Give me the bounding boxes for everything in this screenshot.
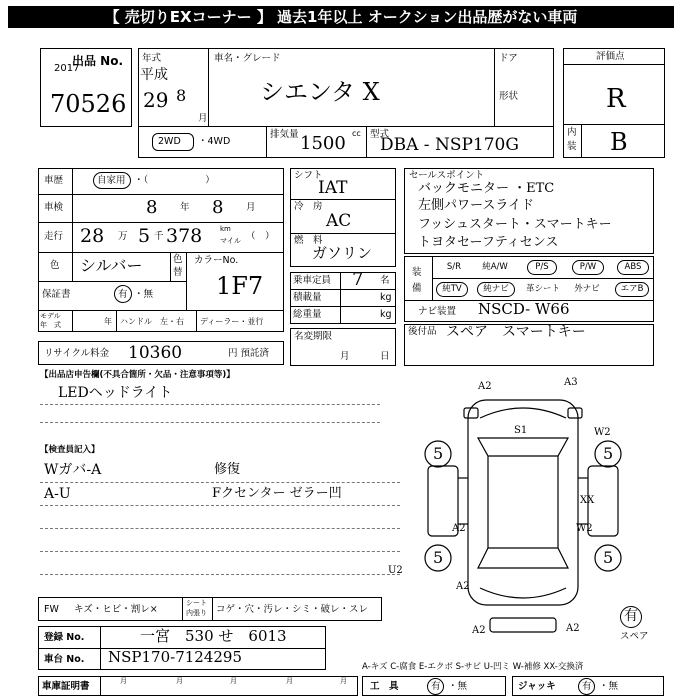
drive-4wd-label: ・4WD (198, 136, 231, 147)
interior-label-1: 内 (567, 127, 577, 138)
weight-label: 総重量 (293, 309, 322, 320)
score-label: 評価点 (596, 51, 625, 62)
history-label: 車歴 (44, 175, 64, 186)
mileage-rest: 378 (166, 225, 203, 247)
tire-front-left: 5 (433, 444, 444, 463)
capacity-label: 乗車定員 (293, 275, 332, 286)
name-change-month: 月 (340, 351, 350, 362)
score-value: R (606, 84, 626, 114)
mark-a2-rear-bumper: A2 (472, 625, 486, 636)
year-era: 平成 (140, 67, 168, 83)
navi-value: NSCD- W66 (478, 300, 570, 318)
equip-ps: P/S (527, 260, 557, 275)
fw-items: キズ・ヒビ・割レ× (74, 604, 158, 615)
chassis-label: 車台 No. (44, 654, 85, 665)
damage-legend: A-キズ C-腐食 E-エクボ S-サビ U-凹ミ W-補修 XX-交換済 (362, 662, 584, 672)
color-code-label: カラーNo. (194, 255, 239, 266)
mileage-unit-km: km (220, 225, 231, 233)
displacement-unit: cc (352, 129, 361, 138)
equip-tv: 純TV (436, 282, 468, 297)
handle: ハンドル 左・右 (120, 317, 184, 326)
shift-value: IAT (318, 178, 348, 198)
year-label: 年式 (142, 53, 162, 64)
navi-label: ナビ装置 (418, 306, 457, 317)
cert-label: 車庫証明書 (42, 681, 90, 692)
mileage-label: 走行 (44, 231, 64, 242)
registration-value: 一宮 530 せ 6013 (140, 627, 287, 645)
mark-a2-front-left: A2 (478, 381, 492, 392)
model-year-label-2: 年 式 (40, 321, 61, 329)
inspection-label: 車検 (44, 202, 64, 213)
listing-note-label: 【出品店申告欄(不具合箇所・欠品・注意事項等)】 (40, 370, 235, 380)
tools-no: ・無 (448, 681, 468, 692)
equip-pw: P/W (572, 260, 604, 275)
cert-m3: 月 (230, 677, 237, 685)
jack-label: ジャッキ (518, 681, 556, 692)
displacement-value: 1500 (300, 133, 346, 154)
jack-yes: 有 (582, 681, 592, 692)
warranty-no: ・無 (134, 289, 154, 300)
type-value: DBA - NSP170G (380, 135, 519, 155)
chassis-value: NSP170-7124295 (108, 648, 242, 666)
mark-w2-right: W2 (576, 523, 593, 534)
car-diagram (380, 378, 680, 643)
inspector-left-1: Wガバ-A (44, 462, 102, 478)
sales-point-4: トヨタセーフティセンス (418, 235, 559, 250)
weight-unit: kg (380, 309, 392, 320)
dealer: ディーラー・並行 (200, 317, 264, 326)
lot-year-stamp: 2017 (54, 63, 80, 74)
inspection-month-unit: 月 (246, 202, 256, 213)
load-label: 積載量 (293, 292, 322, 303)
mark-s1: S1 (514, 425, 528, 436)
registration-label: 登録 No. (44, 632, 85, 643)
lot-label: 出品 No. (72, 54, 124, 68)
tools-yes: 有 (431, 681, 441, 692)
color-value: シルバー (80, 256, 143, 275)
cert-m4: 月 (286, 677, 293, 685)
ac-label: 冷 房 (294, 201, 323, 212)
inspection-year: 8 (146, 197, 158, 218)
fuel-value: ガソリン (312, 244, 373, 262)
ac-value: AC (326, 211, 352, 231)
mileage-man-unit: 万 (118, 231, 128, 242)
tire-front-right: 5 (603, 444, 614, 463)
recycle-value: 10360 (128, 343, 183, 363)
sales-points-label: セールスポイント (409, 170, 485, 181)
history-rest: ・（ ） (134, 175, 215, 186)
interior-label-2: 装 (567, 141, 577, 152)
name-change-label: 名変期限 (294, 331, 333, 342)
recycle-unit: 円 預託済 (228, 348, 270, 359)
load-unit: kg (380, 292, 392, 303)
cert-m5: 月 (340, 677, 347, 685)
listing-note-value: LEDヘッドライト (58, 385, 173, 401)
equip-navi: 純ナビ (477, 282, 515, 297)
equip-sr: S/R (446, 262, 462, 272)
fw-seat-1: シート (186, 599, 207, 607)
color-change-2: 替 (173, 267, 183, 278)
recycle-label: リサイクル料金 (44, 348, 110, 359)
model-value: シエンタ X (260, 78, 380, 106)
tools-label: 工 具 (370, 681, 399, 692)
spare-yes: 有 (624, 608, 638, 624)
equip-abs: ABS (617, 260, 649, 275)
vehicle-info-table (38, 168, 284, 332)
history-value: 自家用 (97, 175, 126, 186)
inspector-right-1: 修復 (214, 462, 241, 477)
type-label: 型式 (370, 129, 390, 140)
mark-a2-left: A2 (452, 523, 466, 534)
jack-no: ・無 (599, 681, 619, 692)
year-month-unit: 月 (198, 113, 208, 124)
mileage-man: 28 (80, 225, 105, 247)
color-label: 色 (50, 260, 60, 271)
equipment-label-2: 備 (412, 283, 422, 294)
inspector-right-2: Fクセンター ゼラー凹 (212, 486, 342, 501)
equip-ext-navi: 外ナビ (574, 284, 600, 294)
displacement-label: 排気量 (270, 129, 299, 140)
sales-point-2: 左側パワースライド (418, 198, 534, 213)
capacity-unit: 名 (380, 275, 390, 286)
mileage-sen: 5 (138, 225, 151, 247)
year-value: 29 (143, 88, 169, 112)
inspector-label: 【検査員記入】 (40, 445, 100, 455)
mileage-paren: （ ） (246, 231, 275, 242)
tire-rear-right: 5 (603, 548, 614, 567)
accessory-label: 後付品 (408, 326, 437, 337)
equip-leather: 革シート (525, 284, 560, 294)
model-year-unit: 年 (104, 317, 112, 326)
equip-aw: 純A/W (482, 262, 508, 272)
inspection-month: 8 (212, 197, 224, 218)
inspector-left-2: A-U (44, 486, 71, 502)
fw-label: FW (44, 604, 59, 615)
mark-a2-rear-left: A2 (456, 581, 470, 592)
inspection-year-unit: 年 (180, 202, 190, 213)
lot-number: 70526 (50, 90, 127, 118)
model-year-label-1: モデル (40, 312, 61, 320)
warranty-yes: 有 (118, 289, 128, 300)
cert-m2: 月 (176, 677, 183, 685)
mark-u2: U2 (388, 565, 403, 576)
spare-label: スペア (620, 631, 649, 642)
interior-value: B (610, 128, 628, 156)
tire-rear-left: 5 (433, 548, 444, 567)
fuel-label: 燃 料 (294, 235, 323, 246)
sales-point-3: フッシュスタート・スマートキー (418, 217, 612, 232)
drive-2wd-label: 2WD (158, 136, 181, 147)
door-label: ドア (499, 53, 518, 64)
mark-xx: XX (580, 495, 595, 506)
color-code: 1F7 (216, 272, 264, 300)
capacity-value: 7 (352, 269, 364, 290)
header-title: 【 売切りEXコーナー 】 過去1年以上 オークション出品歴がない車両 (104, 8, 578, 26)
year-month: 8 (176, 86, 187, 105)
name-change-day: 日 (380, 351, 390, 362)
cert-m1: 月 (120, 677, 127, 685)
mark-w2-top-right: W2 (594, 427, 611, 438)
mileage-sen-unit: 千 (154, 231, 164, 242)
mark-a2-rear-right: A2 (566, 623, 580, 634)
model-label: 車名・グレード (214, 53, 281, 64)
warranty-label: 保証書 (42, 289, 71, 300)
shape-label: 形状 (499, 91, 519, 102)
color-change-1: 色 (173, 254, 183, 265)
sales-point-1: バックモニター ・ETC (418, 181, 555, 196)
mark-a3-front-right: A3 (564, 377, 578, 388)
fw-seat-items: コゲ・穴・汚レ・シミ・破レ・スレ (216, 604, 369, 615)
mileage-unit-mile: マイル (220, 237, 241, 245)
equip-airbag: エアB (615, 282, 649, 297)
shift-label: シフト (294, 170, 323, 181)
equipment-label-1: 装 (412, 267, 422, 278)
fw-seat-2: 内張り (186, 609, 207, 617)
accessory-value: スペア スマートキー (446, 324, 586, 340)
